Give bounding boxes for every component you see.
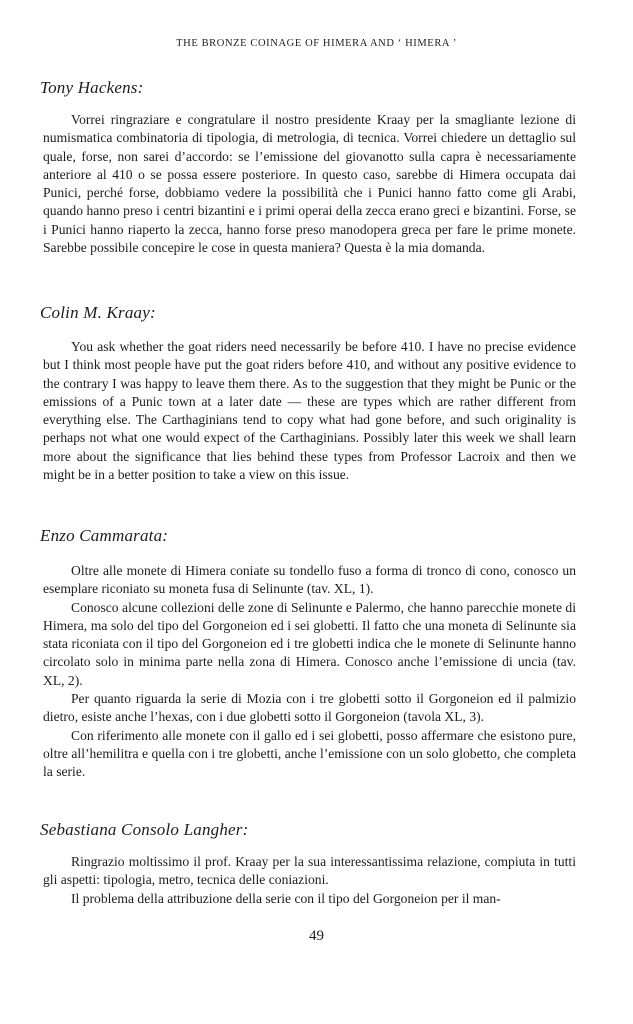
section-body: [43, 853, 576, 908]
paragraph: Il problema della attribuzione della serie con il tipo del Gorgoneion per il man-: [71, 890, 501, 906]
paragraph: Per quanto riguarda la serie di Mozia con i tre globetti sotto il Gorgoneion ed il palmizio dietro, esiste anche l’hexas, con i due globetti sotto il Gorgoneion (tavola XL, 3).: [43, 691, 576, 725]
page-number: 49: [309, 928, 324, 944]
speaker-name: Sebastiana Consolo Langher:: [40, 820, 249, 839]
section-body: [43, 562, 576, 782]
paragraph: You ask whether the goat riders need necessarily be before 410. I have no precise evidence but I think most people have put the goat riders before 410, and without any positive evidence to the contrary I was happy to leave them there. As to the suggestion that they might be Punic or the emissions of a Punic town at a later date — these are types which are rather different from everything else. The Carthaginians tend to copy what had gone before, and such originality is perhaps not what one would expect of the Carthaginians. Possibly later this week we shall learn more about the significance that lies behind these types from Professor Lacroix and then we might be in a better position to take a view on this issue.: [43, 339, 576, 483]
paragraph: Vorrei ringraziare e congratulare il nostro presidente Kraay per la smagliante lezione di numismatica combinatoria di tipologia, di metrologia, di tecnica. Vorrei chiedere un dettaglio sul quale, forse, non sarei d’accordo: se l’emissione del giovanotto sulla capra è necessariamente anteriore al 410 o se possa essere posteriore. In questo caso, sarebbe di Himera occupata dai Punici, perché forse, dobbiamo vedere la possibilità che i Punici hanno fatto come gli Arabi, quando hanno preso i centri bizantini e i primi operai della zecca erano greci e bizantini. Forse, se i Punici hanno riaperto la zecca, hanno forse preso manodopera greca per fare le prime monete. Sarebbe possibile concepire le cose in questa maniera? Questa è la mia domanda.: [43, 112, 576, 256]
speaker-name: Colin M. Kraay:: [40, 303, 156, 322]
section-body: [43, 111, 576, 257]
speaker-name: Enzo Cammarata:: [40, 526, 169, 545]
paragraph: Ringrazio moltissimo il prof. Kraay per la sua interessantissima relazione, compiuta in tutti gli aspetti: tipologia, metro, tecnica delle coniazioni.: [43, 854, 576, 888]
speaker-name: Tony Hackens:: [40, 78, 144, 97]
paragraph: Oltre alle monete di Himera coniate su tondello fuso a forma di tronco di cono, conosco un esemplare riconiato su moneta fusa di Selinunte (tav. XL, 1).: [43, 563, 576, 597]
running-head: THE BRONZE COINAGE OF HIMERA AND ‘ HIMERA ’: [176, 38, 457, 49]
paragraph: Conosco alcune collezioni delle zone di Selinunte e Palermo, che hanno parecchie monete di Himera, ma solo del tipo del Gorgoneion ed i sei globetti. Il fatto che una moneta di Selinunte sia stata riconiata con il tipo del Gorgoneion ed i tre globetti indica che le monete di Selinunte hanno circolato solo in minima parte nella zona di Himera. Conosco anche l’emissione di uncia (tav. XL, 2).: [43, 599, 576, 688]
paragraph: Con riferimento alle monete con il gallo ed i sei globetti, posso affermare che esistono pure, oltre all’hemilitra e quella con i tre globetti, anche l’emissione con un solo globetto, che completa la serie.: [43, 727, 576, 780]
section-body: [43, 338, 576, 484]
